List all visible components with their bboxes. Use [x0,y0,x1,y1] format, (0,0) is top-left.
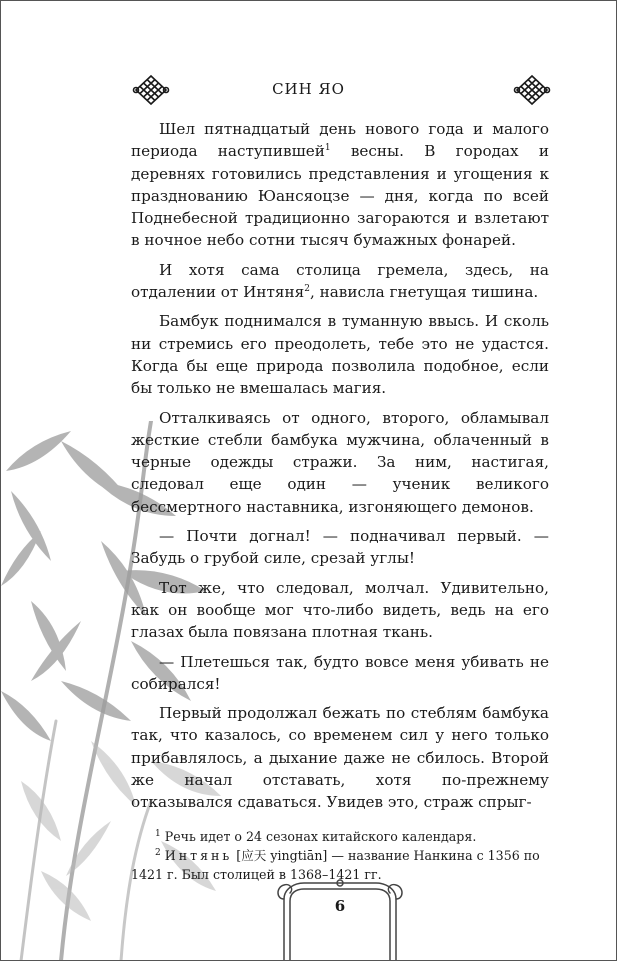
running-header [1,73,616,107]
main-text [131,118,549,814]
running-title: СИН ЯО [272,80,345,98]
page-number: 6 [334,897,346,915]
paragraph: — Почти догнал! — подначивал первый. — Забудь о грубой силе, срезай углы! [131,527,549,568]
paragraph: — Плетешься так, будто вовсе меня убивать не собирался! [131,652,549,693]
endless-knot-icon [513,73,551,107]
page-number-frame [274,877,406,961]
footnotes [131,827,551,884]
paragraph: Первый продолжал бежать по стеблям бамбука так, что казалось, со временем сил у него только прибавлялось, а дыхание даже не сбилось. Второй же начал отставать, хотя по-прежнему отказывался сдаваться. Увидев это, страж спрыг- [131,704,549,812]
footnote-2: $^2$ Интянь [应天 yingtiān] — название Нанкина с 1356 по 1421 г. Был столицей в 1368–1421 гг. [131,847,540,882]
paragraph: И хотя сама столица гремела, здесь, на отдалении от Интяня$^2$, нависла гнетущая тишина. [131,260,549,302]
footnote-ref: 1 [324,143,331,154]
paragraph: Бамбук поднимался в туманную ввысь. И сколь ни стремись его преодолеть, тебе это не удастся. Когда бы еще природа позволила подобное, если бы только не вмешалась магия. [131,312,549,398]
footnote-ref: 2 [304,284,310,295]
paragraph: Отталкиваясь от одного, второго, обламывал жесткие стебли бамбука мужчина, облаченный в черные одежды стражи. За ним, настигая, следовал еще один — ученик великого бессмертного наставника, изгоняющего демонов. [131,408,549,516]
footnote-1: $^1$ Речь идет о 24 сезонах китайского календаря. [155,828,477,844]
paragraph: Шел пятнадцатый день нового года и малого периода наступившей$^1$ весны. В городах и деревнях готовились представления и угощения к празднованию Юансяоцзе — дня, когда по всей Поднебесной традиционно загораются и взлетают в ночное небо сотни тысяч бумажных фонарей. [131,120,549,250]
paragraph: Тот же, что следовал, молчал. Удивительно, как он вообще мог что-либо видеть, ведь на его глазах была повязана плотная ткань. [131,578,549,642]
